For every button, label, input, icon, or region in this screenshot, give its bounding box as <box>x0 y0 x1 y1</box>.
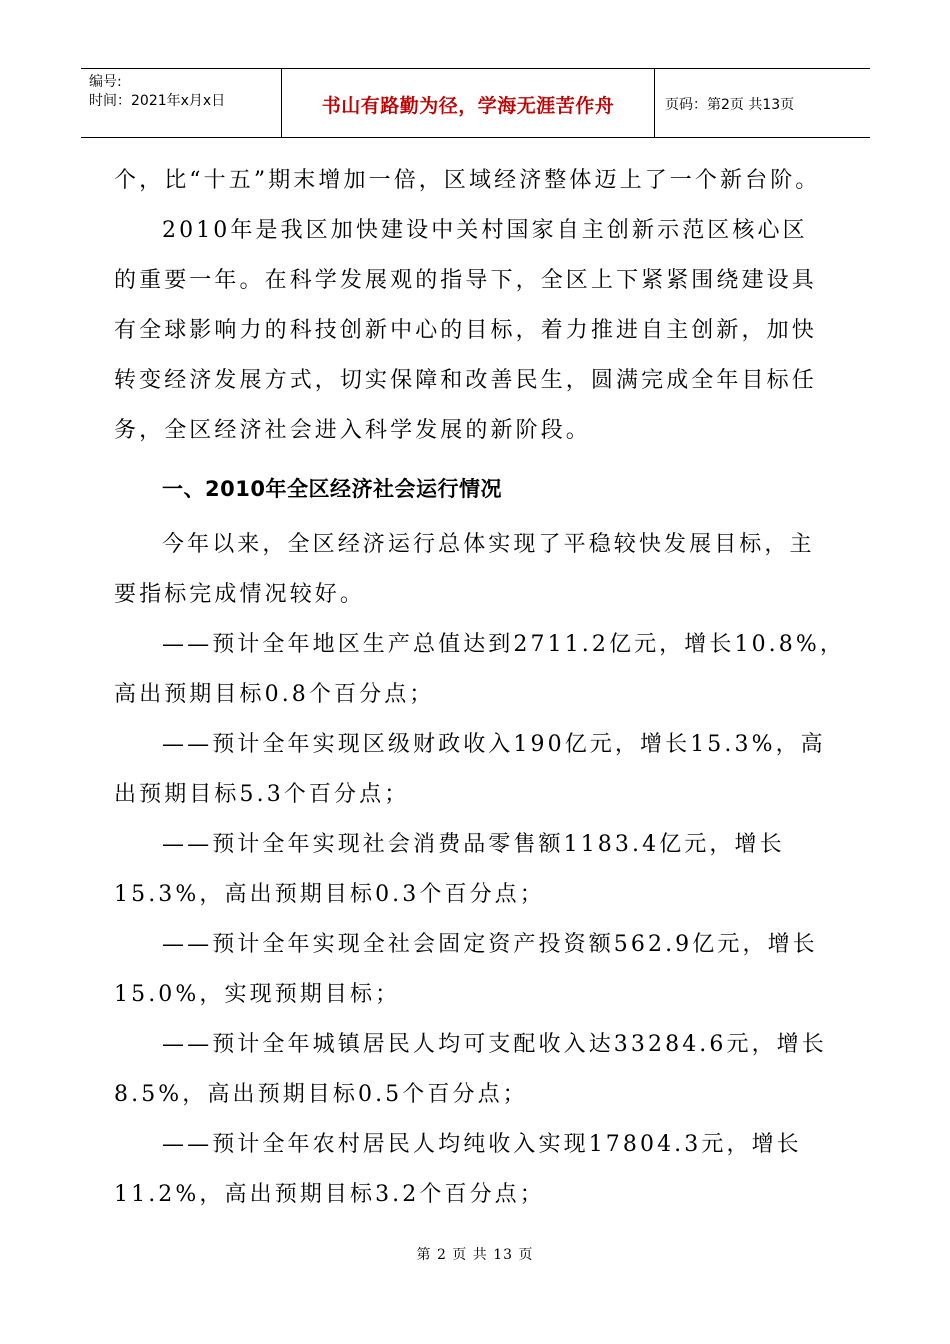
paragraph-line: ——预计全年实现区级财政收入190亿元，增长15.3%，高 <box>162 732 826 757</box>
header-meta-cell <box>81 69 282 137</box>
page-footer: 第 2 页 共 13 页 <box>416 1247 534 1263</box>
document-body <box>114 156 845 1220</box>
paragraph-line: 出预期目标5.3个百分点； <box>114 782 410 807</box>
header-table <box>81 68 870 138</box>
document-number-label: 编号: <box>89 74 122 90</box>
document-time-label: 时间：2021年x月x日 <box>89 93 226 109</box>
paragraph-line: 15.3%，高出预期目标0.3个百分点； <box>114 882 545 907</box>
paragraph-line: ——预计全年地区生产总值达到2711.2亿元，增长10.8%， <box>162 632 845 657</box>
paragraph-line: ——预计全年实现全社会固定资产投资额562.9亿元，增长 <box>162 932 818 957</box>
paragraph-line: 2010年是我区加快建设中关村国家自主创新示范区核心区 <box>162 218 808 243</box>
paragraph-line: 的重要一年。在科学发展观的指导下，全区上下紧紧围绕建设具 <box>114 268 817 293</box>
paragraph-line: 11.2%，高出预期目标3.2个百分点； <box>114 1182 545 1207</box>
paragraph-line: 要指标完成情况较好。 <box>114 582 366 607</box>
paragraph-line: 高出预期目标0.8个百分点； <box>114 682 435 707</box>
paragraph-line: ——预计全年实现社会消费品零售额1183.4亿元，增长 <box>162 832 785 857</box>
paragraph-line: ——预计全年城镇居民人均可支配收入达33284.6元，增长 <box>162 1032 827 1057</box>
paragraph-line: 今年以来，全区经济运行总体实现了平稳较快发展目标，主 <box>162 532 815 557</box>
paragraph-line: 个，比“十五”期末增加一倍，区域经济整体迈上了一个新台阶。 <box>114 168 821 193</box>
paragraph-line: 15.0%，实现预期目标； <box>114 982 401 1007</box>
paragraph-line: ——预计全年农村居民人均纯收入实现17804.3元，增长 <box>162 1132 802 1157</box>
section-heading: 一、2010年全区经济社会运行情况 <box>162 477 502 501</box>
paragraph-line: 转变经济发展方式，切实保障和改善民生，圆满完成全年目标任 <box>114 368 817 393</box>
header-page-label: 页码：第2页 共13页 <box>665 97 795 113</box>
header-motto: 书山有路勤为径，学海无涯苦作舟 <box>282 69 655 137</box>
paragraph-line: 务，全区经济社会进入科学发展的新阶段。 <box>114 418 591 443</box>
paragraph-line: 8.5%，高出预期目标0.5个百分点； <box>114 1082 528 1107</box>
paragraph-line: 有全球影响力的科技创新中心的目标，着力推进自主创新，加快 <box>114 318 817 343</box>
